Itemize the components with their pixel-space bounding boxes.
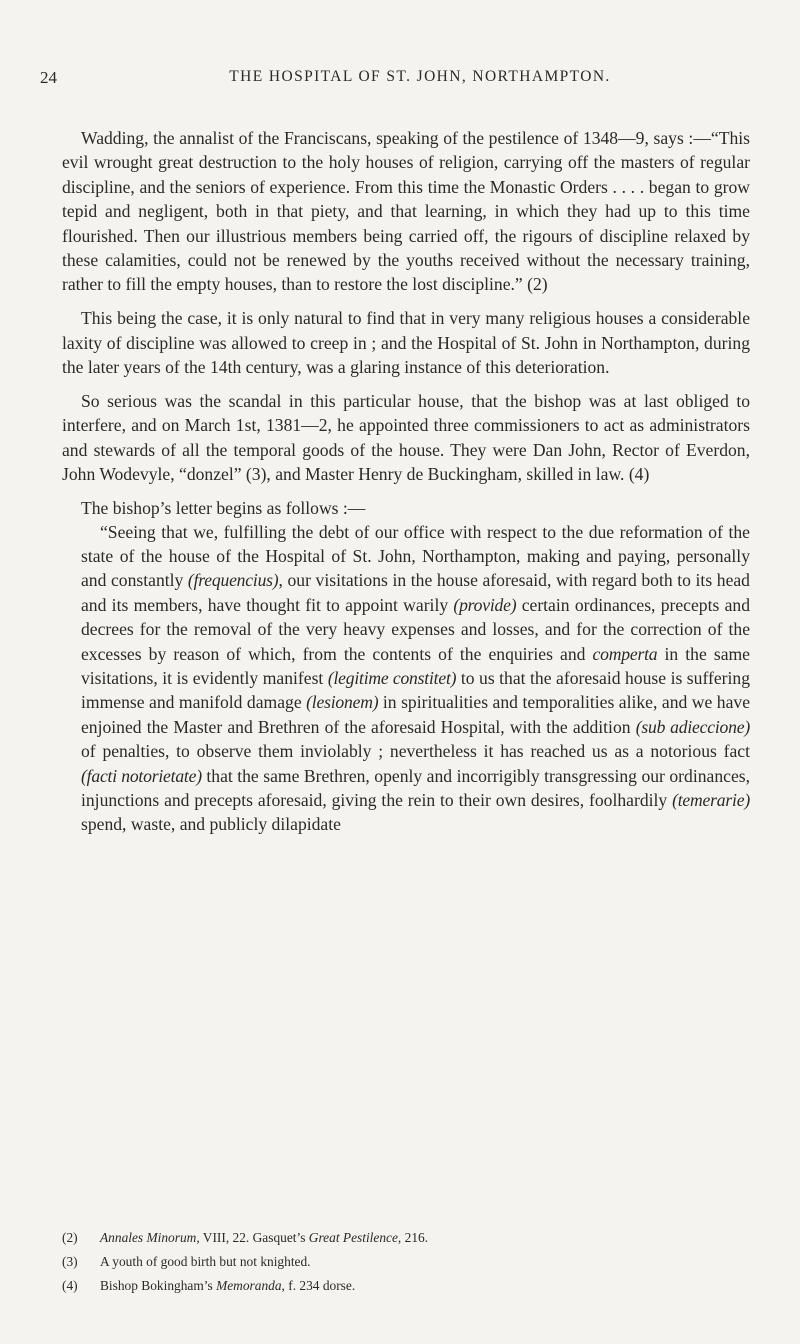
paragraph-wadding: Wadding, the annalist of the Franciscans, speaking of the pestilence of 1348—9, says :—“This evil wrought great destruction to the holy houses of religion, carrying off the masters of regular discipline, and the seniors of experience. From this time the Monastic Orders . . . . began to grow tepid and negligent, both in that piety, and that learning, in which they had up to this time flourished. Then our illustrious members being carried off, the rigours of discipline relaxed by these calamities, could not be renewed by the youths received without the necessary training, rather to fill the empty houses, than to restore the lost discipline.” (2) — [62, 128, 750, 295]
latin-term: (facti notorietate) — [81, 765, 202, 786]
paragraph-laxity: This being the case, it is only natural to find that in very many religious houses a considerable laxity of discipline was allowed to creep in ; and the Hospital of St. John in Northampton, during the later years of the 14th century, was a glaring instance of this deterioration. — [62, 308, 750, 378]
bishop-letter-quote — [62, 520, 750, 837]
footnote-text — [100, 1226, 428, 1250]
text-run: , our visitations in the house aforesaid, with regard both to its head and its members, have thought fit to appoint warily — [81, 570, 750, 615]
text-run: Bishop Bokingham’s — [100, 1278, 217, 1293]
latin-term: Memoranda — [216, 1278, 282, 1293]
text-run: , VIII, 22. Gasquet’s — [196, 1230, 309, 1245]
text-run: spend, waste, and publicly dilapidate — [81, 814, 341, 835]
text-run: , f. 234 dorse. — [281, 1278, 356, 1293]
text-run: certain ordinances, precepts and decrees for the removal of the very heavy expenses and losses, and for the correction of the excesses by reason of which, from the contents of the enquiries and — [81, 594, 751, 664]
latin-term: (frequencius) — [187, 570, 279, 591]
text-run: that the same Brethren, openly and incorrigibly transgressing our ordinances, injunctions and precepts aforesaid, giving the rein to their own desires, foolhardily — [81, 765, 750, 811]
footnote — [62, 1274, 750, 1298]
text-run: , 216. — [397, 1230, 429, 1245]
footnote — [62, 1226, 750, 1250]
latin-term: (lesionem) — [306, 692, 379, 713]
latin-term: (legitime constitet) — [327, 668, 457, 689]
page-number: 24 — [40, 68, 57, 87]
footnote-number: (2) — [62, 1230, 78, 1245]
footnote-text — [100, 1250, 311, 1274]
latin-term: Great Pestilence — [308, 1230, 398, 1245]
latin-term: Annales Minorum — [100, 1230, 197, 1245]
text-run: “Seeing that we, fulfilling the debt of our office with respect to the due reformation of the state of the house of the Hospital of St. John, Northampton, making and paying, personally and constantly — [81, 521, 750, 591]
footnote-number: (3) — [62, 1254, 78, 1269]
text-run: A youth of good birth but not knighted. — [100, 1254, 311, 1269]
footnotes — [62, 1226, 750, 1298]
latin-term: (provide) — [453, 594, 517, 615]
latin-term: (sub adieccione) — [635, 716, 750, 737]
footnote-text — [100, 1274, 355, 1298]
footnote — [62, 1250, 750, 1274]
footnote-number: (4) — [62, 1278, 78, 1293]
body-text — [62, 126, 750, 846]
text-run: in the same visitations, it is evidently manifest — [81, 643, 750, 689]
paragraph-commissioners: So serious was the scandal in this particular house, that the bishop was at last obliged to interfere, and on March 1st, 1381—2, he appointed three commissioners to act as administrators and stewards of all the temporal goods of the house. They were Dan John, Rector of Everdon, John Wodevyle, “donzel” (3), and Master Henry de Buckingham, skilled in law. (4) — [62, 391, 750, 485]
latin-term: comperta — [592, 643, 658, 664]
running-head-title: THE HOSPITAL OF ST. JOHN, NORTHAMPTON. — [229, 68, 611, 85]
text-run: of penalties, to observe them inviolably ; nevertheless it has reached us as a notorious fact — [81, 741, 750, 762]
text-run: to us that the aforesaid house is suffering immense and manifold damage — [81, 668, 750, 713]
paragraph-letter-intro: The bishop’s letter begins as follows :— — [81, 498, 366, 519]
running-header — [40, 68, 760, 92]
latin-term: (temerarie) — [672, 790, 750, 811]
text-run: in spiritualities and temporalities alike, and we have enjoined the Master and Brethren of the aforesaid Hospital, with the addition — [81, 692, 751, 737]
